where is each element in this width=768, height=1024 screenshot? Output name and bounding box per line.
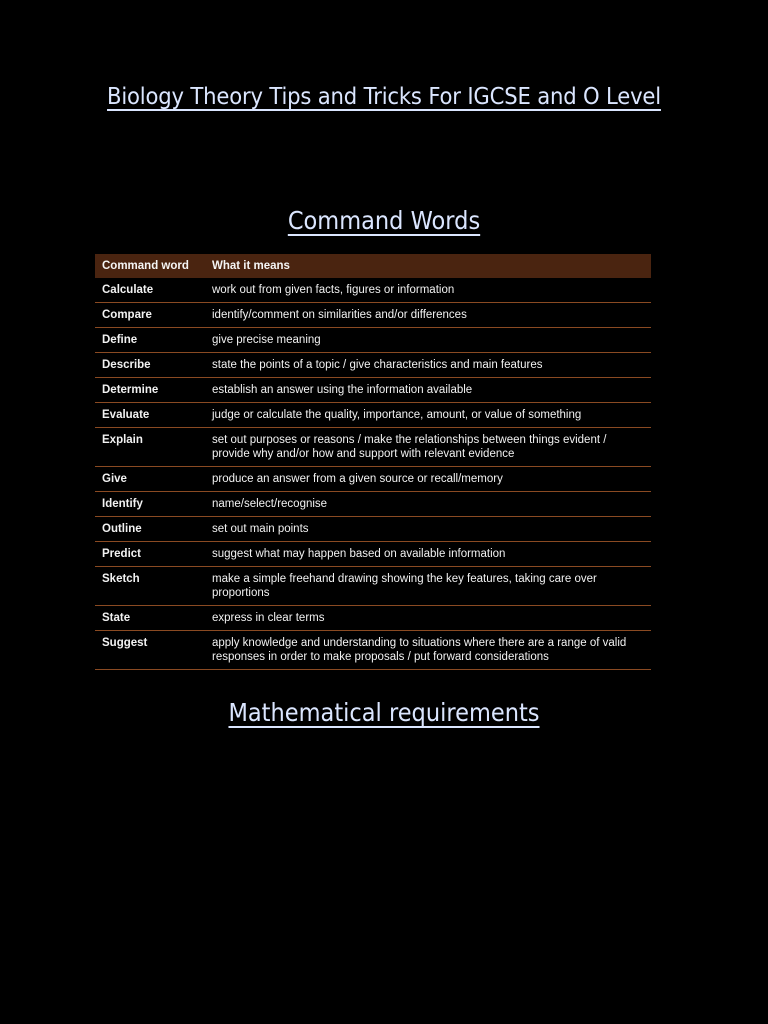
page-title: Biology Theory Tips and Tricks For IGCSE and O Level (107, 84, 661, 110)
command-word-cell: Calculate (95, 278, 205, 303)
table-row (95, 567, 651, 606)
meaning-cell: give precise meaning (205, 328, 651, 353)
meaning-cell: set out main points (205, 517, 651, 542)
table-row (95, 378, 651, 403)
command-word-cell: Give (95, 467, 205, 492)
table-row (95, 606, 651, 631)
command-word-cell: Define (95, 328, 205, 353)
table-row (95, 467, 651, 492)
command-word-cell: Evaluate (95, 403, 205, 428)
table-row (95, 492, 651, 517)
meaning-cell: judge or calculate the quality, importance, amount, or value of something (205, 403, 651, 428)
command-word-cell: Suggest (95, 631, 205, 670)
meaning-cell: suggest what may happen based on available information (205, 542, 651, 567)
table-row (95, 428, 651, 467)
command-word-cell: Sketch (95, 567, 205, 606)
table-row (95, 403, 651, 428)
meaning-cell: work out from given facts, figures or information (205, 278, 651, 303)
meaning-cell: set out purposes or reasons / make the relationships between things evident / provide why and/or how and support with relevant evidence (205, 428, 651, 467)
meaning-cell: produce an answer from a given source or recall/memory (205, 467, 651, 492)
command-word-cell: Outline (95, 517, 205, 542)
command-words-table (95, 254, 651, 670)
table-row (95, 303, 651, 328)
table-header-row (95, 254, 651, 278)
table-row (95, 517, 651, 542)
command-words-heading: Command Words (287, 206, 481, 235)
command-word-cell: Explain (95, 428, 205, 467)
command-word-cell: Describe (95, 353, 205, 378)
command-word-cell: Determine (95, 378, 205, 403)
column-header-meaning: What it means (212, 260, 290, 272)
meaning-cell: name/select/recognise (205, 492, 651, 517)
command-word-cell: Identify (95, 492, 205, 517)
meaning-cell: state the points of a topic / give characteristics and main features (205, 353, 651, 378)
table-row (95, 278, 651, 303)
meaning-cell: identify/comment on similarities and/or differences (205, 303, 651, 328)
table-body (95, 278, 651, 670)
mathematical-requirements-heading: Mathematical requirements (228, 698, 540, 727)
table-row (95, 328, 651, 353)
column-header-command-word: Command word (102, 260, 189, 272)
table-row (95, 542, 651, 567)
command-word-cell: State (95, 606, 205, 631)
table-row (95, 631, 651, 670)
command-word-cell: Compare (95, 303, 205, 328)
meaning-cell: establish an answer using the information available (205, 378, 651, 403)
command-word-cell: Predict (95, 542, 205, 567)
meaning-cell: apply knowledge and understanding to situations where there are a range of valid responses in order to make proposals / put forward considerations (205, 631, 651, 670)
meaning-cell: express in clear terms (205, 606, 651, 631)
meaning-cell: make a simple freehand drawing showing the key features, taking care over proportions (205, 567, 651, 606)
table-row (95, 353, 651, 378)
